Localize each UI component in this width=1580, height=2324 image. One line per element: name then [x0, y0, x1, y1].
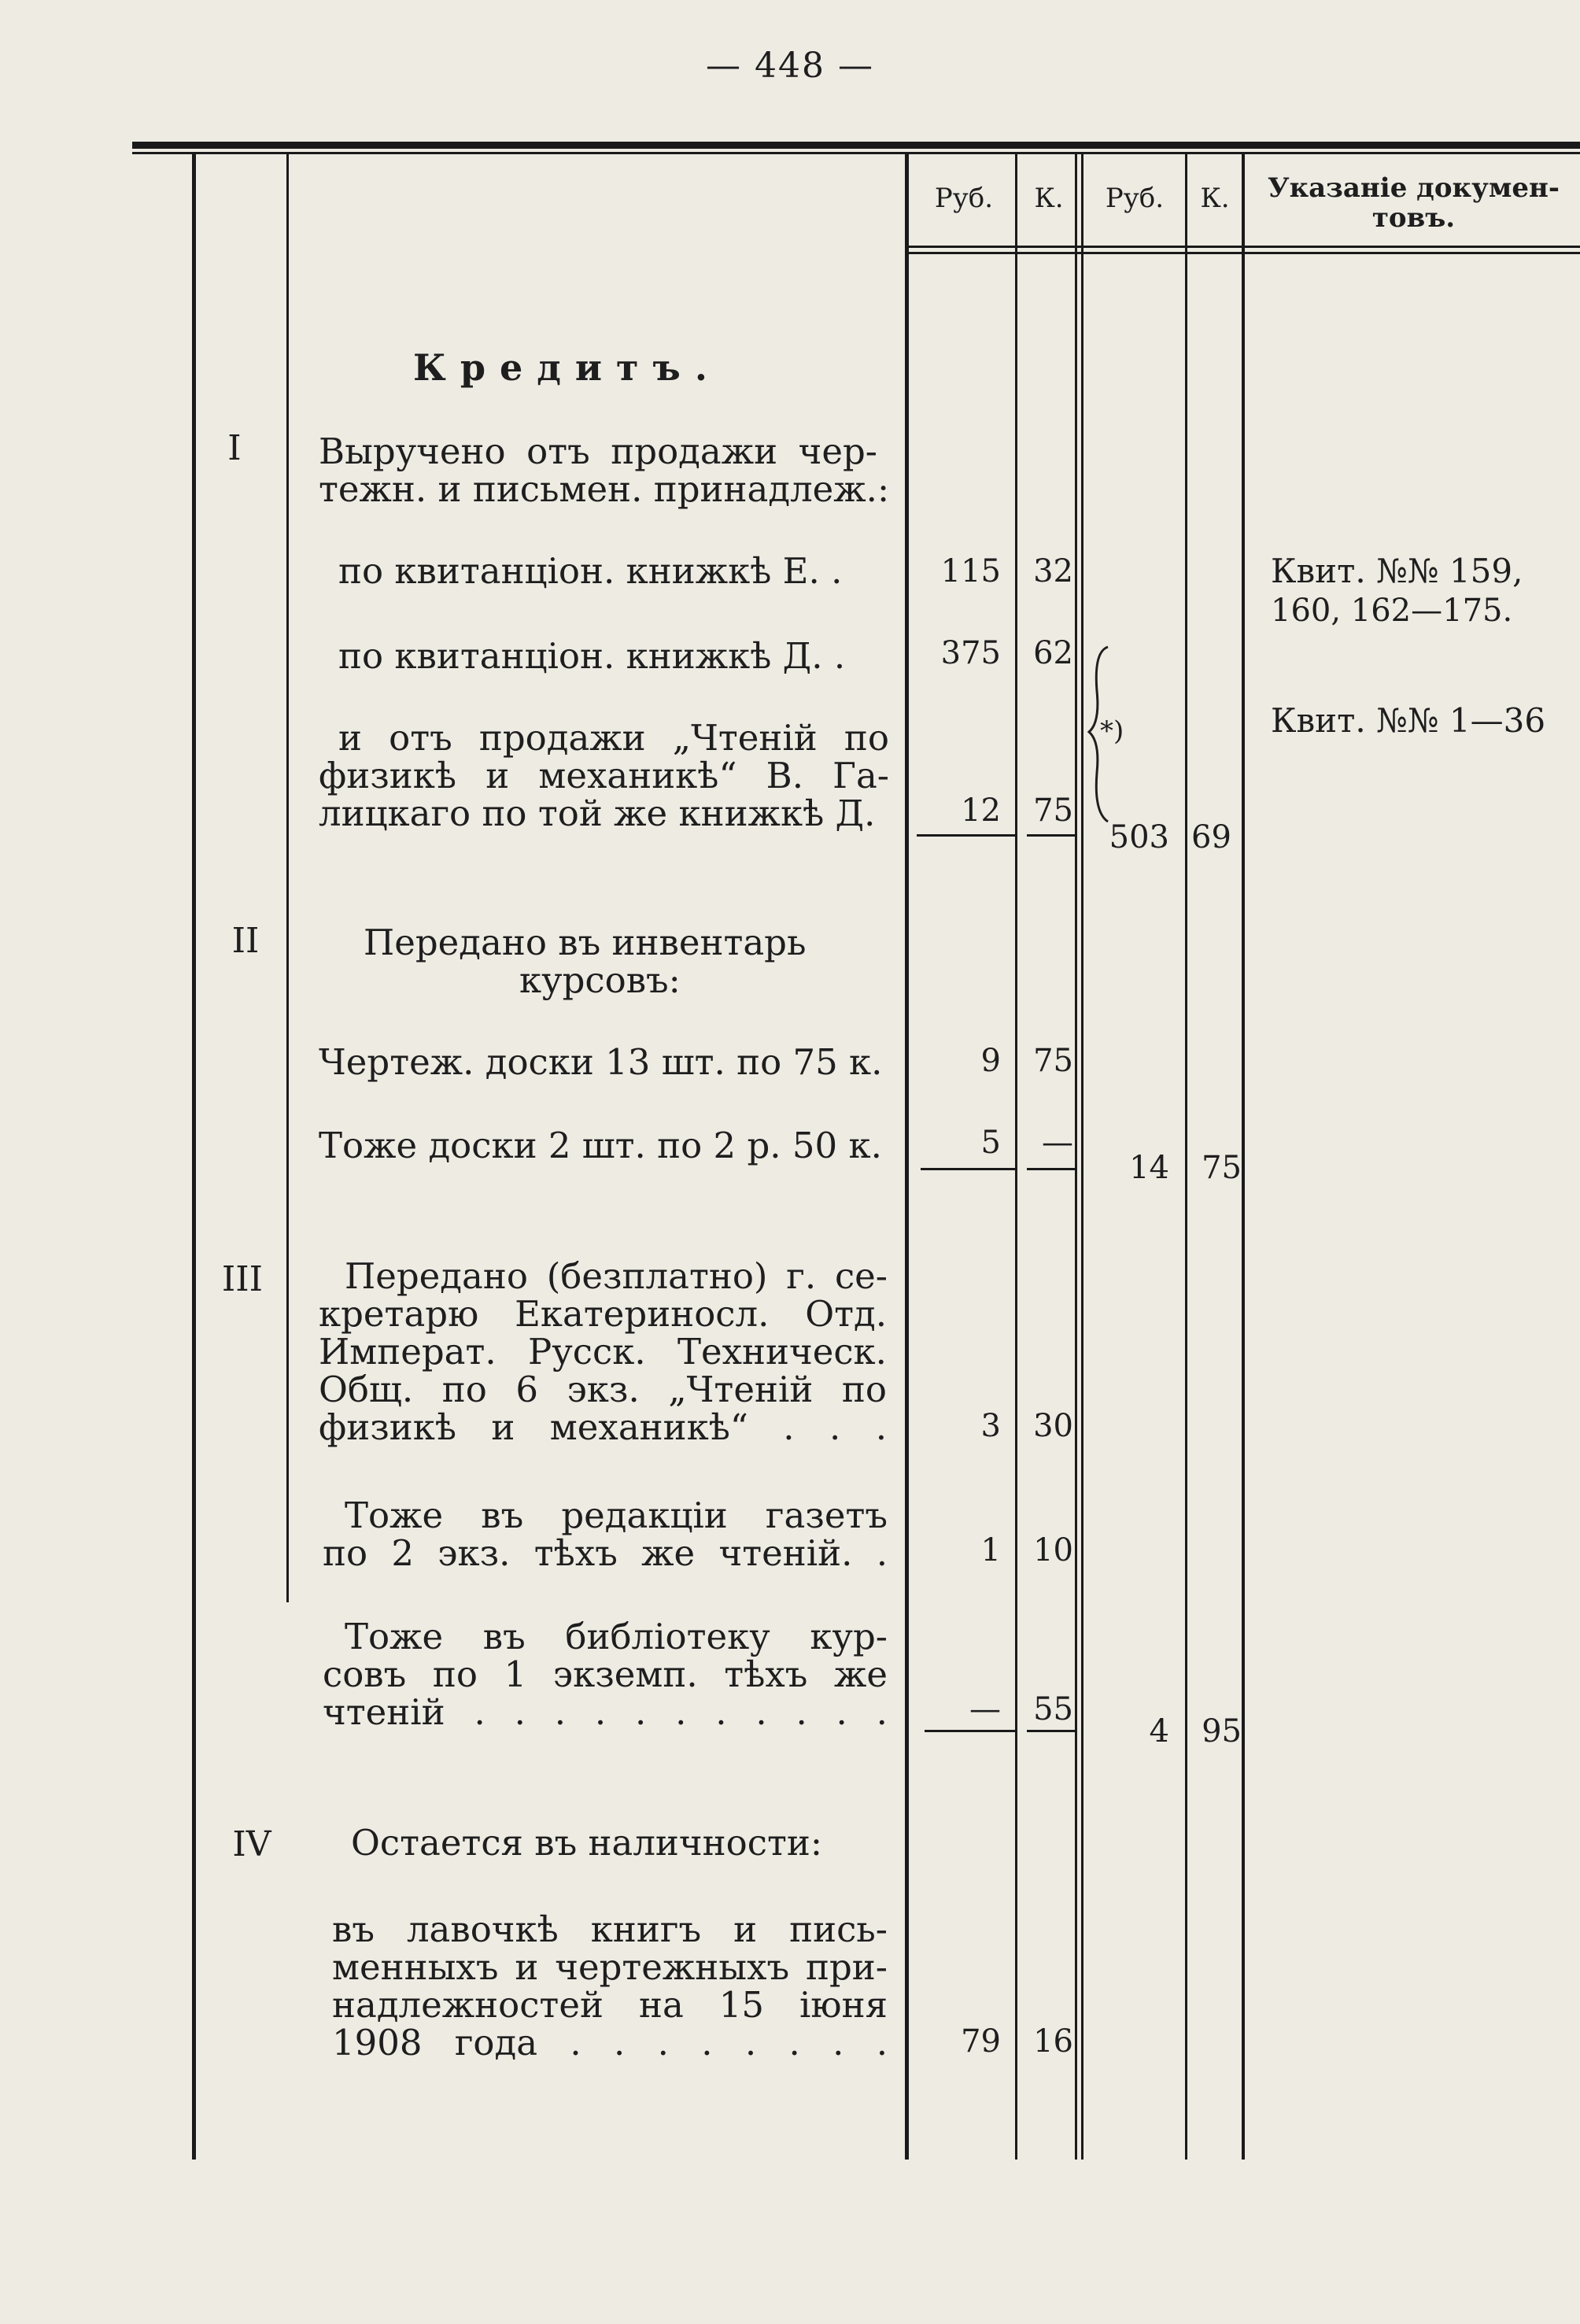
section-3-total-rub: 4 [1149, 1713, 1169, 1749]
section-3-row-2-rub: 1 [980, 1532, 1001, 1568]
section-2-heading-line2: курсовъ: [519, 959, 681, 1001]
section-1-sum-rule-rub [917, 834, 1015, 837]
rub1-column-rule [1015, 154, 1017, 2160]
section-1-row-3-text-line1: и отъ продажи „Чтеній по [338, 717, 889, 759]
kop2-column-rule [1242, 154, 1245, 2160]
header-documents-line1: Указаніе докумен- [1268, 172, 1560, 204]
section-1-row-3-rub: 12 [961, 793, 1001, 829]
section-2-total-kop: 75 [1202, 1150, 1242, 1186]
section-2-heading-line1: Передано въ инвентарь [364, 922, 807, 963]
section-1-row-2-rub: 375 [940, 635, 1001, 671]
section-4-row-1-text-line3: надлежностей на 15 іюня [332, 1984, 888, 2026]
header-rule-b [909, 252, 1580, 254]
top-rule-thin [132, 152, 1580, 154]
section-1-row-3-kop: 75 [1033, 793, 1073, 829]
header-documents-line2: товъ. [1371, 202, 1456, 234]
section-1-total-kop: 69 [1191, 819, 1231, 855]
section-1-row-1-text: по квитанціон. книжкѣ Е. . [338, 550, 843, 592]
text-column-rule [905, 154, 909, 2160]
top-rule-thick [132, 142, 1580, 149]
section-2-total-rub: 14 [1129, 1150, 1169, 1186]
section-1-row-2-doc: Квит. №№ 1—36 [1271, 701, 1546, 740]
section-1-sum-rule-kop [1027, 834, 1076, 837]
section-3-sum-rule-rub [925, 1730, 1015, 1732]
section-1-row-2-kop: 62 [1033, 635, 1073, 671]
section-3-row-1-rub: 3 [980, 1408, 1001, 1444]
section-3-row-3-text-line3: чтеній . . . . . . . . . . . [323, 1691, 888, 1733]
section-3-row-1-text-line3: Общ. по 6 экз. „Чтеній по [319, 1369, 887, 1410]
section-2-sum-rule-rub [921, 1168, 1015, 1170]
section-1-heading-line1: Выручено отъ продажи чер- [319, 430, 877, 472]
section-3-row-1-text-line4: физикѣ и механикѣ“ . . . [319, 1406, 887, 1448]
section-2-row-2-rub: 5 [980, 1125, 1001, 1161]
rub2-column-rule [1185, 154, 1187, 2160]
section-3-heading-line1: Передано (безплатно) г. се- [345, 1255, 888, 1297]
section-3-number: III [221, 1259, 264, 1299]
section-title-credit: Кредитъ. [413, 346, 722, 389]
section-4-number: IV [232, 1824, 271, 1864]
section-3-row-2-kop: 10 [1033, 1532, 1073, 1568]
section-3-row-3-text-line1: Тоже въ библіотеку кур- [345, 1616, 888, 1657]
header-rule-a [909, 246, 1580, 248]
section-3-row-3-kop: 55 [1033, 1691, 1073, 1727]
page-number: — 448 — [706, 46, 874, 86]
section-2-number: II [231, 921, 260, 961]
section-1-row-3-text-line2: физикѣ и механикѣ“ В. Га- [319, 755, 889, 796]
section-2-row-2-text: Тоже доски 2 шт. по 2 р. 50 к. [319, 1125, 882, 1166]
header-rub-1: Руб. [934, 183, 994, 214]
header-rub-2: Руб. [1105, 183, 1165, 214]
section-3-row-1-text-line1: кретарю Екатериносл. Отд. [319, 1293, 887, 1335]
section-2-row-1-kop: 75 [1033, 1043, 1073, 1079]
header-kop-1: К. [1034, 183, 1064, 214]
section-4-heading: Остается въ наличности: [351, 1822, 822, 1864]
section-3-row-3-rub: — [969, 1691, 1001, 1727]
roman-column-rule [286, 154, 289, 1602]
section-1-heading-line2: тежн. и письмен. принадлеж.: [319, 468, 890, 510]
section-1-row-1-kop: 32 [1033, 553, 1073, 589]
section-2-row-2-kop: — [1042, 1125, 1073, 1161]
section-2-row-1-text: Чертеж. доски 13 шт. по 75 к. [319, 1041, 883, 1083]
section-1-row-2-text: по квитанціон. книжкѣ Д. . [338, 635, 846, 677]
section-1-note-mark: *) [1100, 715, 1124, 747]
section-3-row-1-text-line2: Императ. Русск. Техническ. [319, 1331, 887, 1373]
section-4-row-1-rub: 79 [961, 2023, 1001, 2060]
header-kop-2: К. [1200, 183, 1230, 214]
section-4-row-1-kop: 16 [1033, 2023, 1073, 2060]
section-3-total-kop: 95 [1202, 1713, 1242, 1749]
section-1-row-1-doc-line2: 160, 162—175. [1271, 593, 1513, 629]
section-4-row-1-text-line4: 1908 года . . . . . . . . [332, 2022, 888, 2064]
section-4-row-1-text-line2: менныхъ и чертежныхъ при- [332, 1946, 888, 1988]
section-1-row-1-doc-line1: Квит. №№ 159, [1271, 552, 1523, 590]
header-documents [1247, 173, 1580, 233]
section-3-row-2-text-line2: по 2 экз. тѣхъ же чтеній. . [323, 1532, 888, 1574]
section-1-row-3-text-line3: лицкаго по той же книжкѣ Д. [319, 793, 876, 834]
section-2-sum-rule-kop [1027, 1168, 1076, 1170]
section-4-row-1-text-line1: въ лавочкѣ книгъ и пись- [332, 1908, 888, 1950]
section-3-sum-rule-kop [1027, 1730, 1076, 1732]
section-2-row-1-rub: 9 [980, 1043, 1001, 1079]
kop1-column-rule-a [1075, 154, 1077, 2160]
section-1-number: I [227, 428, 242, 468]
section-1-row-1-rub: 115 [940, 553, 1001, 589]
section-3-row-1-kop: 30 [1033, 1408, 1073, 1444]
section-1-total-rub: 503 [1109, 819, 1169, 855]
kop1-column-rule-b [1081, 154, 1083, 2160]
section-3-row-3-text-line2: совъ по 1 экземп. тѣхъ же [323, 1653, 888, 1695]
section-3-row-2-text-line1: Тоже въ редакціи газетъ [345, 1495, 888, 1536]
